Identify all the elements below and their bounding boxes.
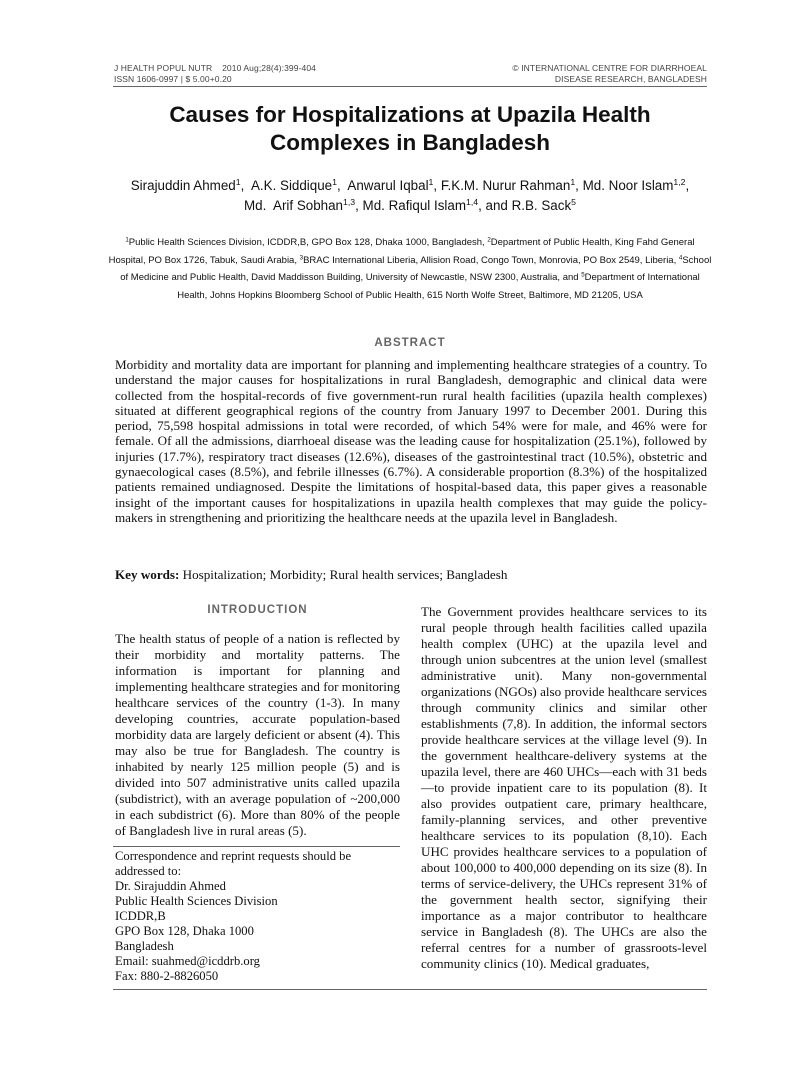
abstract-body: Morbidity and mortality data are important for planning and implementing healthcare strategies of a country. To understand the major causes for hospitalizations in rural Bangladesh, demographic and clinical data were collected from the hospital-records of five government-run rural health facilities (upazila health complexes) situated at different geographical regions of the country from January 1997 to December 2001. During this period, 75,598 hospital admissions in total were recorded, of which 54% were for male, and 46% were for female. Of all the admissions, diarrhoeal disease was the leading cause for hospitalization (25.1%), followed by injuries (17.7%), respiratory tract diseases (12.6%), diseases of the gastrointestinal tract (10.5%), obstetric and gynaecological cases (8.5%), and febrile illnesses (6.7%). A considerable proportion (8.3%) of the hospitalized patients remained undiagnosed. Despite the limitations of hospital-based data, this paper gives a reasonable insight of the important causes for hospitalizations in upazila health complexes that may guide the policy-makers in strengthening and prioritizing the healthcare needs at the upazila level in Bangladesh. xyxy=(115,357,707,525)
correspondence-line: Correspondence and reprint requests should be xyxy=(115,849,352,863)
author-separator: , xyxy=(433,178,441,193)
author-separator: , and xyxy=(478,198,512,213)
affiliation-mark: 3 xyxy=(299,254,304,262)
correspondence-line: GPO Box 128, Dhaka 1000 xyxy=(115,924,254,938)
author-affiliation-mark: 1,4 xyxy=(465,197,479,208)
author-affiliation-mark: 1 xyxy=(332,177,337,188)
introduction-paragraph-left: The health status of people of a nation is reflected by their morbidity and mortality patterns. The information is important for planning and implementing healthcare strategies and for monitoring healthcare services of the country (1-3). In many developing countries, accurate population-based morbidity data are largely deficient or absent (4). This may also be true for Bangladesh. The country is inhabited by nearly 125 million people (5) and is divided into 507 administrative units called upazila (subdistrict), with an average population of ~200,000 in each subdistrict (6). More than 80% of the people of Bangladesh live in rural areas (5). xyxy=(115,631,400,838)
correspondence-line: Public Health Sciences Division xyxy=(115,894,278,908)
keywords xyxy=(115,567,707,583)
author-line xyxy=(100,196,720,216)
correspondence-block xyxy=(115,849,400,984)
correspondence-line: Dr. Sirajuddin Ahmed xyxy=(115,879,226,893)
introduction-heading: INTRODUCTION xyxy=(207,604,308,616)
author-affiliation-mark: 5 xyxy=(571,197,576,208)
journal-issn-line: ISSN 1606-0997 | $ 5.00+0.20 xyxy=(114,74,232,84)
author-separator: , xyxy=(336,178,348,193)
author-affiliation-mark: 1,3 xyxy=(342,197,356,208)
affiliation-mark: 4 xyxy=(678,254,683,262)
correspondence-line: ICDDR,B xyxy=(115,909,166,923)
correspondence-line: addressed to: xyxy=(115,864,182,878)
affiliation-mark: 1 xyxy=(125,236,129,244)
affiliation-text: BRAC International Liberia, Allision Road, Congo Town, Monrovia, PO Box 2549, Liberia, xyxy=(303,254,679,266)
author-affiliation-mark: 1 xyxy=(570,177,576,188)
journal-citation-line: J HEALTH POPUL NUTR 2010 Aug;28(4):399-404 xyxy=(114,63,316,73)
introduction-paragraph-right: The Government provides healthcare services to its rural people through health facilities called upazila health complex (UHC) at the upazila level and through union subcentres at the union level (smallest administrative unit). Many non-governmental organizations (NGOs) also provide healthcare services through community clinics and similar other establishments (7,8). In addition, the informal sectors provide healthcare services at the village level (9). In the government healthcare-delivery systems at the upazila level, there are 460 UHCs—each with 31 beds—to provide inpatient care to its population (8). It also provides outpatient care, primary healthcare, family-planning services, and other preventive healthcare services to its population (8,10). Each UHC provides healthcare services to a population of about 100,000 to 400,000 depending on its size (8). In terms of service-delivery, the UHCs represent 31% of the government health sector, signifying their importance as a major contributor to healthcare service in Bangladesh (8). The UHCs are also the referral centres for a number of grassroots-level community clinics (10). Medical graduates, xyxy=(421,604,707,971)
affiliations xyxy=(108,234,712,304)
author-name: Md. Noor Islam xyxy=(582,178,674,193)
paper-title xyxy=(100,101,720,157)
author-name: Md. Arif Sobhan xyxy=(243,198,343,213)
affiliation-text: Department of International Health, Johns Hopkins Bloomberg School of Public Health, 615 North Wolfe Street, Baltimore, MD 21205, USA xyxy=(177,272,700,301)
affiliation-text: School of Medicine and Public Health, David Maddisson Building, University of Newcastle, NSW 2300, Australia, and xyxy=(120,254,712,283)
title-line: Complexes in Bangladesh xyxy=(269,130,551,155)
keywords-list: Hospitalization; Morbidity; Rural health services; Bangladesh xyxy=(182,567,508,582)
affiliation-mark: 5 xyxy=(581,271,585,279)
author-name: A.K. Siddique xyxy=(250,178,333,193)
affiliation-text: Public Health Sciences Division, ICDDR,B, GPO Box 128, Dhaka 1000, Bangladesh, xyxy=(128,237,488,248)
author-name: R.B. Sack xyxy=(511,198,572,213)
author-list xyxy=(100,176,720,216)
author-separator: , xyxy=(575,178,583,193)
title-line: Causes for Hospitalizations at Upazila Health xyxy=(169,102,651,127)
header-rule xyxy=(113,86,707,87)
author-line xyxy=(100,176,720,196)
correspondence-line: Bangladesh xyxy=(115,939,174,953)
footer-rule xyxy=(113,989,707,990)
author-name: Sirajuddin Ahmed xyxy=(130,178,236,193)
correspondence-fax: Fax: 880-2-8826050 xyxy=(115,969,219,983)
author-affiliation-mark: 1 xyxy=(428,177,434,188)
publisher-line: DISEASE RESEARCH, BANGLADESH xyxy=(554,74,707,84)
author-name: Anwarul Iqbal xyxy=(347,178,429,193)
keywords-label: Key words: xyxy=(115,567,180,582)
author-affiliation-mark: 1 xyxy=(235,177,241,188)
abstract-heading: ABSTRACT xyxy=(374,337,446,349)
author-separator: , xyxy=(355,198,363,213)
author-name: F.K.M. Nurur Rahman xyxy=(440,178,571,193)
author-separator: , xyxy=(240,178,251,193)
publisher-line: © INTERNATIONAL CENTRE FOR DIARRHOEAL xyxy=(512,63,707,73)
affiliation-text: Department of Public Health, King Fahd General Hospital, PO Box 1726, Tabuk, Saudi Arabia, xyxy=(108,237,695,266)
author-affiliation-mark: 1,2 xyxy=(673,177,686,188)
publisher-notice xyxy=(512,63,707,85)
author-name: Md. Rafiqul Islam xyxy=(362,198,466,213)
correspondence-rule xyxy=(113,846,400,847)
author-separator: , xyxy=(685,178,690,193)
affiliation-mark: 2 xyxy=(487,236,491,244)
journal-citation xyxy=(114,63,316,85)
correspondence-email: Email: suahmed@icddrb.org xyxy=(115,954,260,968)
